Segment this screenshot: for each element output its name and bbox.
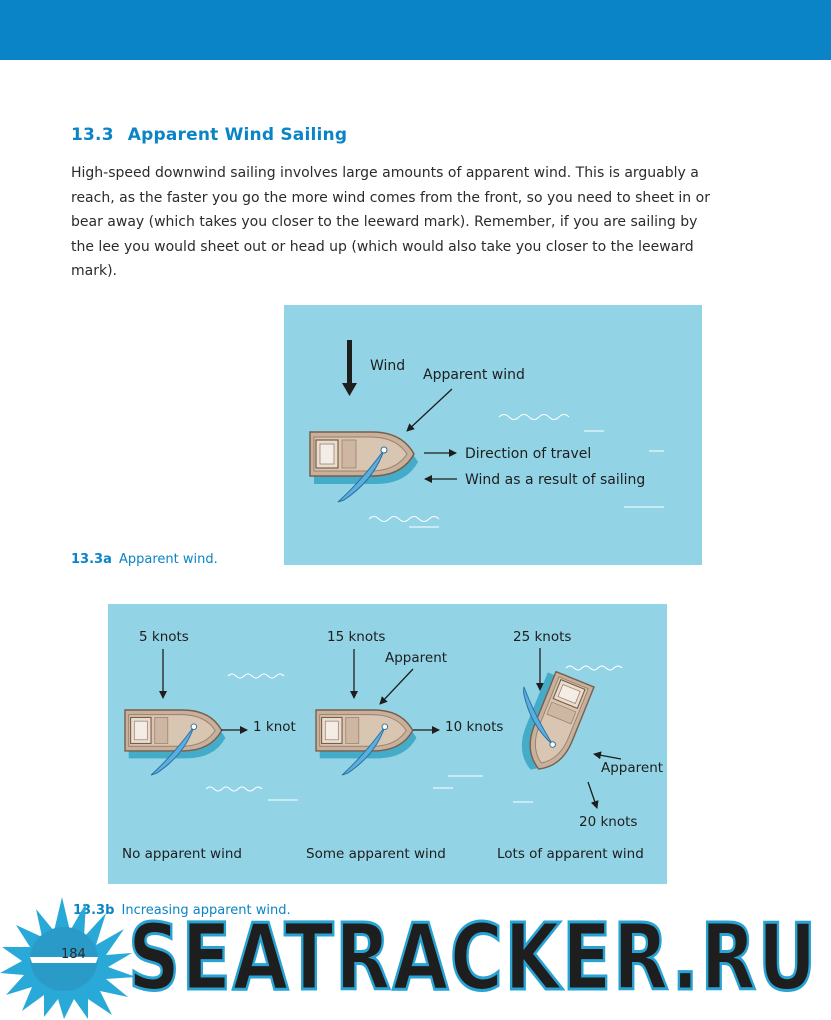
panel-1-boat-speed: 1 knot bbox=[253, 719, 296, 735]
figure-b-caption-text: Increasing apparent wind. bbox=[121, 903, 291, 918]
panel-3-boat-speed: 20 knots bbox=[579, 814, 638, 830]
apparent-wind-arrow bbox=[407, 389, 452, 431]
panel-2-apparent-arrow bbox=[380, 669, 413, 704]
panel-no-apparent-wind bbox=[122, 629, 296, 862]
boat bbox=[310, 432, 418, 502]
water-waves bbox=[369, 415, 664, 528]
section-number: 13.3 bbox=[71, 125, 114, 145]
panel-3-boat bbox=[496, 663, 594, 781]
watermark bbox=[0, 895, 831, 1020]
wind-arrow-shaft bbox=[347, 340, 352, 386]
apparent-wind-label: Apparent wind bbox=[423, 367, 525, 383]
panel-2-apparent-label: Apparent bbox=[385, 650, 448, 666]
increasing-apparent-wind-diagram bbox=[108, 604, 667, 884]
wind-label: Wind bbox=[370, 358, 406, 374]
panel-1-boat bbox=[125, 710, 225, 775]
panel-1-description: No apparent wind bbox=[122, 846, 242, 862]
figure-b-caption-id: 13.3b bbox=[73, 903, 115, 918]
panel-2-boat bbox=[316, 710, 416, 775]
header-bar bbox=[0, 0, 831, 60]
panel-3-apparent-label: Apparent bbox=[601, 760, 664, 776]
wind-arrow-head bbox=[342, 383, 357, 396]
panel-3-wind-speed: 25 knots bbox=[513, 629, 572, 645]
figure-a-caption-id: 13.3a bbox=[71, 552, 112, 567]
apparent-wind-figure bbox=[284, 305, 702, 565]
panel-lots-of-apparent-wind bbox=[496, 629, 663, 862]
watermark-text: SEATRACKER.RU bbox=[128, 904, 818, 1011]
increasing-apparent-wind-figure bbox=[108, 604, 667, 884]
panel-3-travel-arrow bbox=[588, 782, 597, 808]
wind-from-sailing-label: Wind as a result of sailing bbox=[465, 472, 646, 488]
panel-2-description: Some apparent wind bbox=[306, 846, 446, 862]
figure-a-caption bbox=[71, 552, 218, 567]
panel-some-apparent-wind bbox=[306, 629, 503, 862]
panel-2-wind-speed: 15 knots bbox=[327, 629, 386, 645]
panel-1-wind-speed: 5 knots bbox=[139, 629, 189, 645]
section-title bbox=[71, 125, 347, 145]
section-title-text: Apparent Wind Sailing bbox=[127, 125, 348, 145]
panel-3-description: Lots of apparent wind bbox=[497, 846, 644, 862]
panel-3-apparent-arrow bbox=[594, 754, 621, 759]
intro-paragraph: High-speed downwind sailing involves large amounts of apparent wind. This is arguably a reach, as the faster you go the more wind comes from the front, so you need to sheet in or bear away (which takes you closer to the leeward mark). Remember, if you are sailing by the lee you would sheet out or head up (which would also take you closer to the leeward mark). bbox=[71, 165, 710, 279]
direction-of-travel-label: Direction of travel bbox=[465, 446, 592, 462]
panel-2-boat-speed: 10 knots bbox=[445, 719, 504, 735]
figure-a-caption-text: Apparent wind. bbox=[119, 552, 218, 567]
page-number: 184 bbox=[61, 947, 86, 962]
apparent-wind-diagram bbox=[284, 305, 702, 565]
